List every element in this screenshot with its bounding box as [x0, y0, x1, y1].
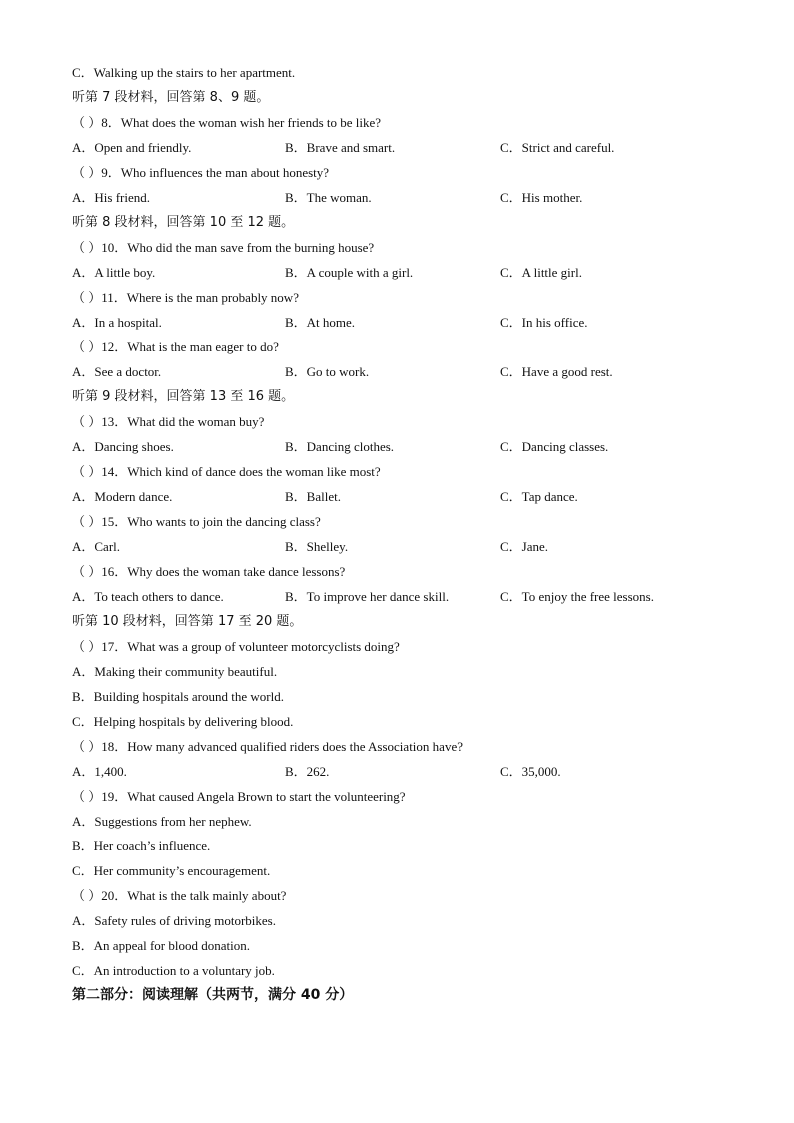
option-b: B．262.: [285, 763, 330, 779]
option-a: A．His friend.: [72, 189, 150, 205]
answer-options-row: [72, 484, 752, 509]
option-c: C．His mother.: [500, 189, 583, 205]
answer-options-row: [72, 434, 752, 459]
option-c: C．Dancing classes.: [500, 439, 609, 455]
answer-options-row: [72, 310, 752, 335]
answer-option-line: B．An appeal for blood donation.: [72, 938, 250, 954]
option-b: B．At home.: [285, 314, 356, 330]
option-a: A．1,400.: [72, 763, 127, 779]
question-text: （ ）11．Where is the man probably now?: [72, 289, 299, 305]
question-text: （ ）16．Why does the woman take dance lessons?: [72, 564, 346, 579]
question-text: （ ）13．What did the woman buy?: [72, 414, 265, 430]
option-b: B．To improve her dance skill.: [285, 588, 450, 604]
answer-options-row: [72, 359, 752, 384]
option-b: B．Brave and smart.: [285, 139, 396, 155]
answer-option-line: A．Making their community beautiful.: [72, 663, 278, 679]
answer-option-line: C．An introduction to a voluntary job.: [72, 963, 275, 979]
answer-option-line: A．Suggestions from her nephew.: [72, 813, 252, 829]
option-c: C．Jane.: [500, 539, 549, 555]
answer-options-row: [72, 759, 752, 784]
section-instruction: 听第 10 段材料，回答第 17 至 20 题。: [72, 613, 303, 629]
answer-options-row: [72, 260, 752, 285]
question-text: （ ）17．What was a group of volunteer motorcyclists doing?: [72, 638, 400, 654]
option-c: C．A little girl.: [500, 264, 582, 280]
question-text: （ ）12．What is the man eager to do?: [72, 339, 279, 355]
part-heading: 第二部分：阅读理解（共两节，满分 40 分）: [72, 987, 354, 1004]
section-instruction: 听第 9 段材料，回答第 13 至 16 题。: [72, 389, 295, 405]
question-text: （ ）9．Who influences the man about honesty?: [72, 164, 330, 180]
question-text: （ ）20．What is the talk mainly about?: [72, 888, 287, 904]
option-c: C．Tap dance.: [500, 489, 578, 505]
option-b: B．A couple with a girl.: [285, 264, 414, 280]
answer-options-row: [72, 534, 752, 559]
option-a: A．Carl.: [72, 539, 121, 555]
answer-option-line: C．Her community’s encouragement.: [72, 863, 271, 879]
option-a: A．Dancing shoes.: [72, 439, 174, 455]
option-c: C．Strict and careful.: [500, 139, 615, 155]
answer-option-line: C．Walking up the stairs to her apartment.: [72, 65, 296, 80]
question-text: （ ）8．What does the woman wish her friends to be like?: [72, 114, 382, 130]
option-b: B．Dancing clothes.: [285, 439, 395, 455]
question-text: （ ）18．How many advanced qualified riders does the Association have?: [72, 738, 463, 754]
answer-option-line: B．Building hospitals around the world.: [72, 688, 284, 704]
option-b: B．Ballet.: [285, 489, 341, 505]
question-text: （ ）19．What caused Angela Brown to start the volunteering?: [72, 788, 406, 804]
option-c: C．In his office.: [500, 314, 588, 330]
option-a: A．A little boy.: [72, 264, 156, 280]
answer-option-line: B．Her coach’s influence.: [72, 838, 211, 854]
option-b: B．Shelley.: [285, 539, 349, 555]
question-text: （ ）14．Which kind of dance does the woman like most?: [72, 464, 381, 480]
question-text: （ ）15．Who wants to join the dancing class?: [72, 514, 321, 530]
option-b: B．Go to work.: [285, 364, 370, 380]
option-c: C．35,000.: [500, 763, 561, 779]
answer-options-row: [72, 584, 752, 609]
section-instruction: 听第 7 段材料，回答第 8、9 题。: [72, 89, 270, 105]
option-a: A．Modern dance.: [72, 489, 173, 505]
answer-option-line: C．Helping hospitals by delivering blood.: [72, 713, 294, 729]
option-a: A．In a hospital.: [72, 314, 162, 330]
option-c: C．To enjoy the free lessons.: [500, 588, 654, 604]
answer-options-row: [72, 185, 752, 210]
option-b: B．The woman.: [285, 189, 372, 205]
option-a: A．Open and friendly.: [72, 139, 192, 155]
option-c: C．Have a good rest.: [500, 364, 613, 380]
question-text: （ ）10．Who did the man save from the burning house?: [72, 239, 375, 255]
option-a: A．To teach others to dance.: [72, 588, 224, 604]
answer-options-row: [72, 135, 752, 160]
answer-option-line: A．Safety rules of driving motorbikes.: [72, 913, 276, 929]
option-a: A．See a doctor.: [72, 364, 162, 380]
section-instruction: 听第 8 段材料，回答第 10 至 12 题。: [72, 214, 295, 230]
